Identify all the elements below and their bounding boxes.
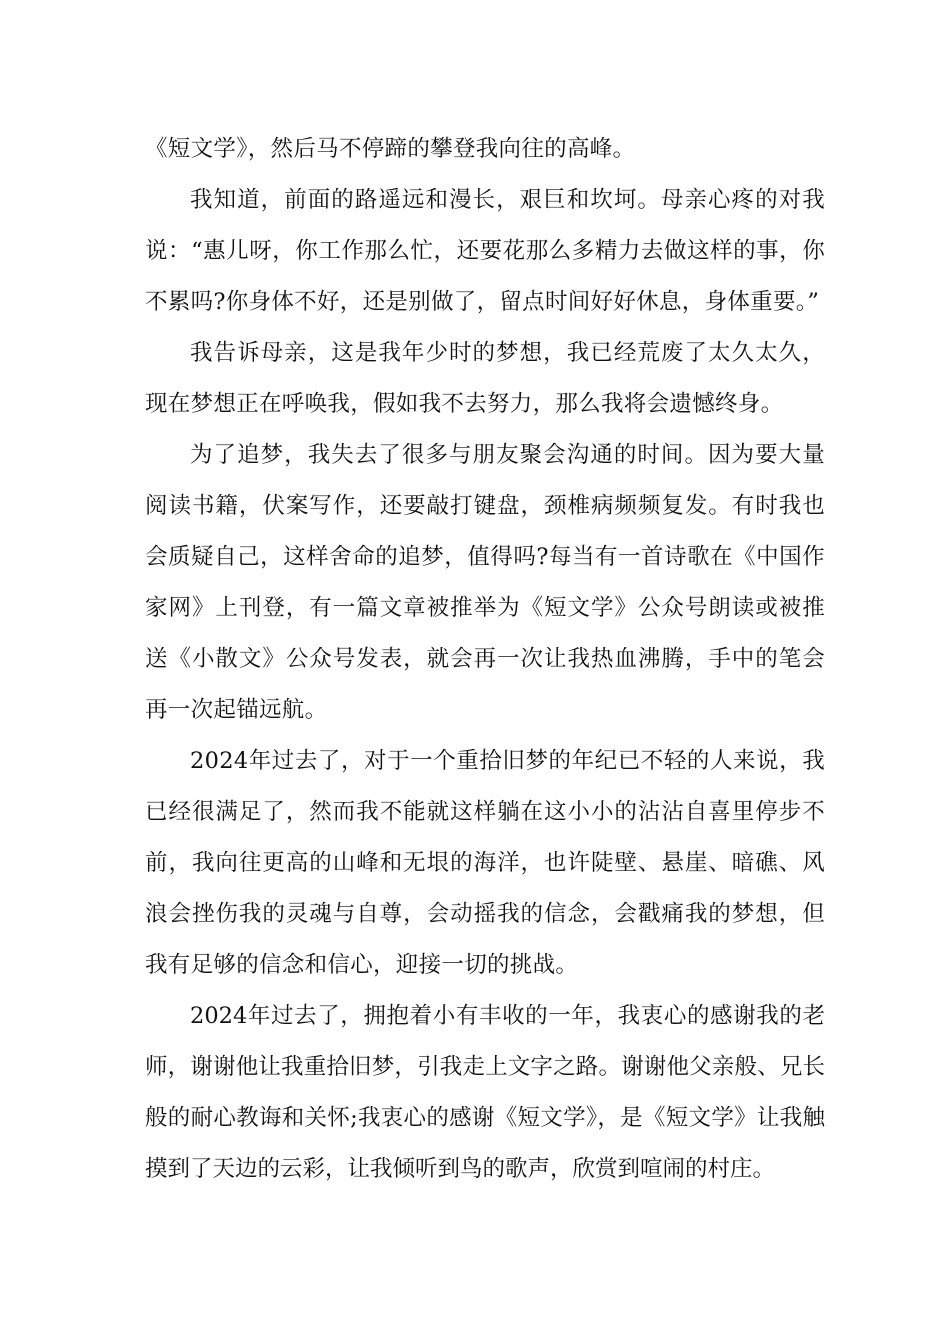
paragraph-6: 2024年过去了，拥抱着小有丰收的一年，我衷心的感谢我的老师，谢谢他让我重拾旧梦，引我走上文字之路。谢谢他父亲般、兄长般的耐心教诲和关怀;我衷心的感谢《短文学》，是《短文学》让我触摸到了天边的云彩，让我倾听到鸟的歌声，欣赏到喧闹的村庄。 — [145, 1003, 825, 1182]
paragraph-2: 我知道，前面的路遥远和漫长，艰巨和坎坷。母亲心疼的对我说：“惠儿呀，你工作那么忙，还要花那么多精力去做这样的事，你不累吗?你身体不好，还是别做了，留点时间好好休息，身体重要。” — [145, 187, 825, 315]
document-body — [145, 124, 825, 1195]
paragraph-4: 为了追梦，我失去了很多与朋友聚会沟通的时间。因为要大量阅读书籍，伏案写作，还要敲打键盘，颈椎病频频复发。有时我也会质疑自己，这样舍命的追梦，值得吗?每当有一首诗歌在《中国作家网》上刊登，有一篇文章被推举为《短文学》公众号朗读或被推送《小散文》公众号发表，就会再一次让我热血沸腾，手中的笔会再一次起锚远航。 — [145, 442, 825, 723]
paragraph-1: 《短文学》，然后马不停蹄的攀登我向往的高峰。 — [145, 136, 636, 162]
paragraph-3: 我告诉母亲，这是我年少时的梦想，我已经荒废了太久太久，现在梦想正在呼唤我，假如我不去努力，那么我将会遗憾终身。 — [145, 340, 825, 417]
paragraph-5: 2024年过去了，对于一个重拾旧梦的年纪已不轻的人来说，我已经很满足了，然而我不能就这样躺在这小小的沾沾自喜里停步不前，我向往更高的山峰和无垠的海洋，也许陡壁、悬崖、暗礁、风浪会挫伤我的灵魂与自尊，会动摇我的信念，会戳痛我的梦想，但我有足够的信念和信心，迎接一切的挑战。 — [145, 748, 825, 978]
